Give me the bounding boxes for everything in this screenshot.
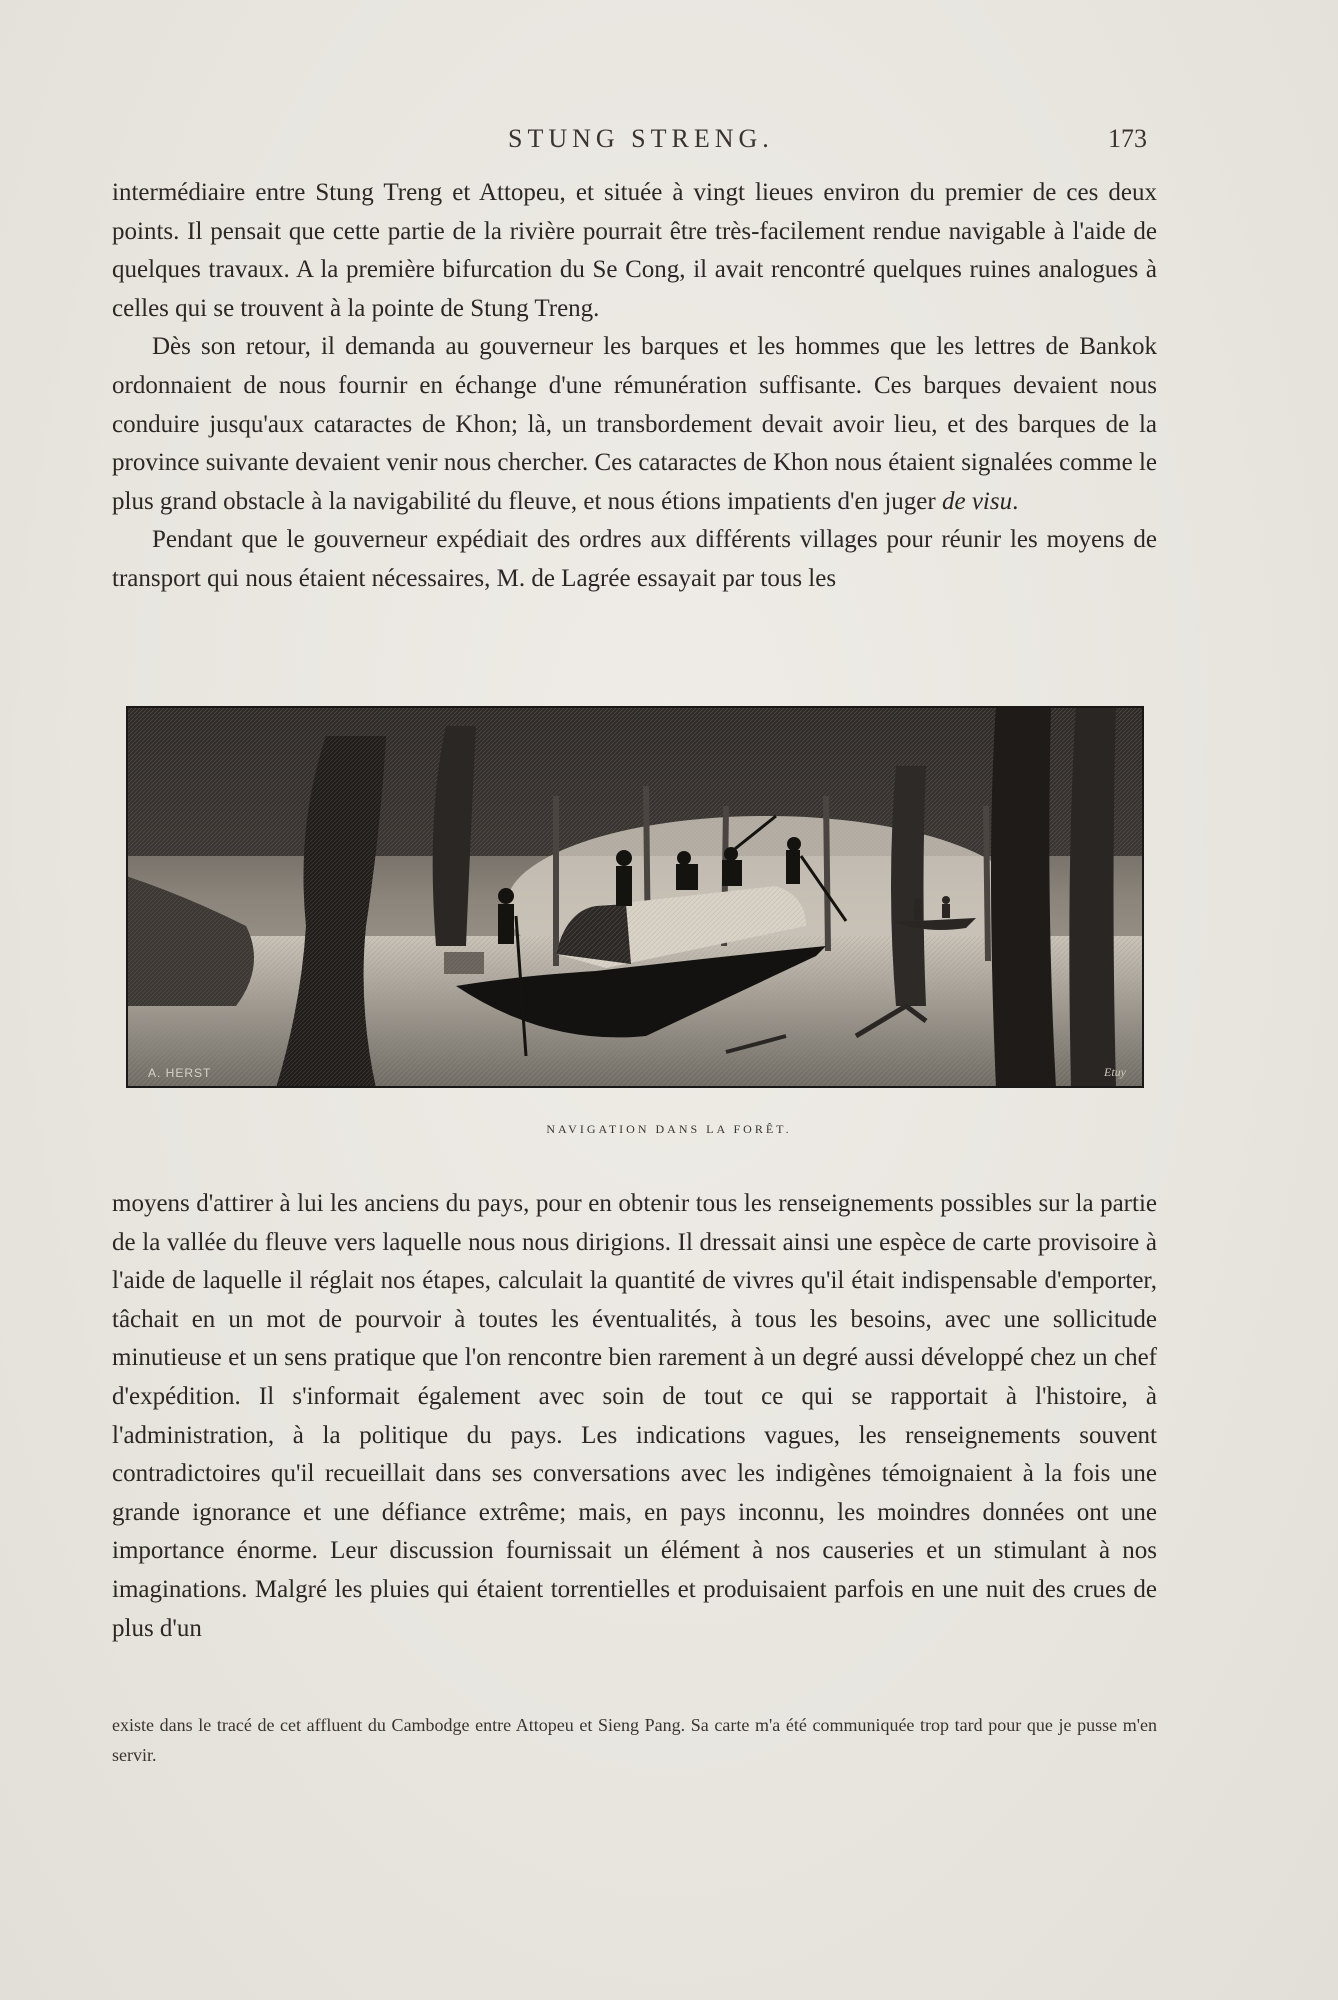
artist-signature: A. HERST (148, 1066, 212, 1080)
body-text-bottom (112, 1185, 1157, 1648)
paragraph-return-text: Dès son retour, il demanda au gouverneur les barques et les hommes que les lettres de Bankok ordonnaient de nous fournir en échange d'une rémunération suffisante. Ces barques devaient nous conduire jusqu'aux cataractes de Khon; là, un transbordement devait avoir lieu, et des barques de la province suivante devaient venir nous chercher. Ces cataractes de Khon nous étaient signalées comme le plus grand obstacle à la navigabilité du fleuve, et nous étions impatients d'en juger (112, 333, 1157, 515)
forest-navigation-engraving (126, 706, 1144, 1088)
running-head (0, 124, 1338, 158)
page-number: 173 (1108, 124, 1147, 153)
engraver-signature: Etuy (1104, 1065, 1126, 1079)
italic-phrase: de visu (941, 487, 1013, 515)
illustration-caption: NAVIGATION DANS LA FORÊT. (546, 1122, 792, 1136)
paragraph-governor: Pendant que le gouverneur expédiait des ordres aux différents villages pour réunir les moyens de transport qui nous étaient nécessaires, M. de Lagrée essayait par tous les (112, 526, 1157, 592)
paragraph-return-end: . (1012, 487, 1019, 515)
engraving-illustration (126, 706, 1144, 1088)
footnote (112, 1710, 1157, 1770)
running-title: STUNG STRENG. (508, 124, 774, 153)
body-text-top (112, 174, 1157, 599)
paragraph-lagree: moyens d'attirer à lui les anciens du pays, pour en obtenir tous les renseignements possibles sur la partie de la vallée du fleuve vers laquelle nous nous dirigions. Il dressait ainsi une espèce de carte provisoire à l'aide de laquelle il réglait nos étapes, calculait la quantité de vivres qu'il était indispensable d'emporter, tâchait en un mot de pourvoir à toutes les éventualités, à tous les besoins, avec une sollicitude minutieuse et un sens pratique que l'on rencontre bien rarement à un degré aussi développé chez un chef d'expédition. Il s'informait également avec soin de tout ce qui se rapportait à l'histoire, à l'administration, à la politique du pays. Les indications vagues, les renseignements souvent contradictoires qu'il recueillait dans ses conversations avec les indigènes témoignaient à la fois une grande ignorance et une défiance extrême; mais, en pays inconnu, les moindres données ont une importance énorme. Leur discussion fournissait un élément à nos causeries et un stimulant à nos imaginations. Malgré les pluies qui étaient torrentielles et produisaient parfois en une nuit des crues de plus d'un (112, 1190, 1157, 1642)
paragraph-return (112, 328, 1157, 521)
paragraph-continuation: intermédiaire entre Stung Treng et Attopeu, et située à vingt lieues environ du premier de ces deux points. Il pensait que cette partie de la rivière pourrait être très-facilement rendue navigable à l'aide de quelques travaux. A la première bifurcation du Se Cong, il avait rencontré quelques ruines analogues à celles qui se trouvent à la pointe de Stung Treng. (112, 179, 1157, 322)
footnote-text: existe dans le tracé de cet affluent du Cambodge entre Attopeu et Sieng Pang. Sa carte m'a été communiquée trop tard pour que je pusse m'en servir. (112, 1715, 1157, 1765)
